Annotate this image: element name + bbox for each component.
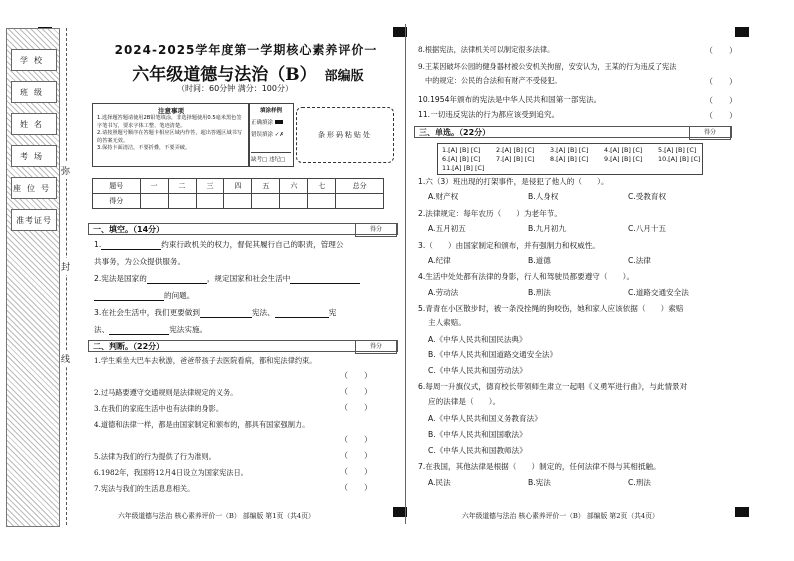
option[interactable]: C.道路交通安全法 <box>628 288 689 297</box>
option[interactable]: B.《中华人民共和国国歌法》 <box>428 430 527 439</box>
violation-label: 违纪 <box>268 157 280 163</box>
student-info-sidebar <box>6 28 60 527</box>
answer-paren[interactable]: （ ） <box>340 371 372 380</box>
table-cell: 题号 <box>93 179 141 194</box>
seal-line <box>66 28 67 525</box>
answer-paren[interactable]: （ ） <box>340 387 372 396</box>
score-cell[interactable] <box>280 194 308 209</box>
option[interactable]: B.道德 <box>528 256 551 265</box>
judgment-item-3: 3.在我们的家庭生活中也有法律的身影。 <box>94 404 224 413</box>
fill-wrong-label: 错误填涂 <box>251 132 274 138</box>
answer-paren[interactable]: （ ） <box>705 111 737 120</box>
section-score-box: 得分 <box>355 340 397 354</box>
answer-bubble-row[interactable]: 6.[A] [B] [C] <box>442 155 481 163</box>
choice-question-7: 7.在我国，其他法律是根据（ ）制定的，任何法律不得与其相抵触。 <box>418 462 661 471</box>
seal-char: 线 <box>61 350 70 367</box>
answer-blank[interactable] <box>109 334 169 335</box>
notes-line: 1.选择题答题请使用2B铅笔填涂，非选择题使用0.5毫米黑色签字笔书写，要求字体工整、笔迹清楚。 <box>97 115 242 129</box>
table-cell: 七 <box>308 179 336 194</box>
judgment-item-7: 7.宪法与我们的生活息息相关。 <box>94 484 195 493</box>
registration-mark <box>735 507 749 517</box>
exam-room-field[interactable]: 考场 <box>11 145 57 167</box>
question-text: 宪法实施。 <box>169 325 208 334</box>
judgment-item-9-cont: 中的规定：公民的合法和有财产不受侵犯。 <box>425 76 562 85</box>
answer-paren[interactable]: （ ） <box>340 435 372 444</box>
score-cell[interactable] <box>140 194 168 209</box>
question-text: 3.在社会生活中，我们更要做到 <box>94 308 200 317</box>
answer-blank[interactable] <box>94 300 164 301</box>
question-text: 宪 <box>328 308 337 317</box>
seal-char: 封 <box>61 258 70 275</box>
section-score-box: 得分 <box>355 223 397 237</box>
table-cell: 三 <box>196 179 224 194</box>
answer-blank[interactable] <box>200 317 252 318</box>
judgment-item-10: 10.1954年颁布的宪法是中华人民共和国第一部宪法。 <box>418 95 602 104</box>
option[interactable]: A.财产权 <box>428 192 459 201</box>
answer-bubble-row[interactable]: 3.[A] [B] [C] <box>550 146 589 154</box>
wrong-marks-icon: ✓✗ <box>274 132 284 138</box>
choice-question-1: 1.六（3）班出现的打架事件，是侵犯了他人的（ ）。 <box>418 177 609 186</box>
question-text: ，规定国家和社会生活中 <box>206 274 291 283</box>
notes-line: 2.请按照题号顺序在答题卡相应区域内作答，超出答题区域书写的答案无效。 <box>97 130 243 144</box>
question-text: 宪法、 <box>251 308 275 317</box>
absent-row: 缺考□ 违纪□ <box>251 152 291 163</box>
table-cell: 六 <box>280 179 308 194</box>
seat-number-field[interactable]: 座位号 <box>11 177 57 199</box>
fill-question-1-cont: 共事务，为公众提供服务。 <box>94 257 186 266</box>
answer-paren[interactable]: （ ） <box>340 467 372 476</box>
score-cell[interactable] <box>308 194 336 209</box>
fill-example-box <box>248 103 294 167</box>
fill-question-2 <box>94 274 360 284</box>
column-divider <box>405 24 406 524</box>
page-footer-right: 六年级道德与法治 核心素养评价一（B） 部编版 第2页（共4页） <box>462 512 659 520</box>
option[interactable]: C.八月十五 <box>628 224 667 233</box>
section-judgment-header <box>88 340 398 352</box>
fill-example-title: 填涂样例 <box>259 108 282 114</box>
answer-paren[interactable]: （ ） <box>705 77 737 86</box>
answer-bubble-row[interactable]: 8.[A] [B] [C] <box>550 155 589 163</box>
table-cell: 四 <box>224 179 252 194</box>
answer-bubble-row[interactable]: 7.[A] [B] [C] <box>496 155 535 163</box>
table-cell: 五 <box>252 179 280 194</box>
table-cell: 一 <box>140 179 168 194</box>
question-text: 法、 <box>94 325 110 334</box>
name-field[interactable]: 姓名 <box>11 113 57 135</box>
option[interactable]: B.九月初九 <box>528 224 566 233</box>
question-text: 约束行政机关的权力，督促其履行自己的职责，管理公 <box>161 240 344 249</box>
fill-question-3 <box>94 308 336 318</box>
question-text: 2.宪法是国家的 <box>94 274 147 283</box>
option[interactable]: B.宪法 <box>528 478 551 487</box>
choice-question-2: 2.法律规定：每年农历（ ）为老年节。 <box>418 209 562 218</box>
score-table-header <box>93 179 384 194</box>
answer-paren[interactable]: （ ） <box>340 451 372 460</box>
exam-subject: 六年级道德与法治（B） <box>132 65 317 85</box>
answer-bubble-row[interactable]: 9.[A] [B] [C] <box>604 155 643 163</box>
judgment-item-9: 9.王某因破坏公园的健身器材被公安机关拘留，安安认为，王某的行为违反了宪法 <box>418 62 677 71</box>
answer-blank[interactable] <box>290 283 360 284</box>
answer-paren[interactable]: （ ） <box>340 483 372 492</box>
option[interactable]: B.《中华人民共和国道路交通安全法》 <box>428 350 558 359</box>
question-number: 1. <box>94 240 102 249</box>
answer-paren[interactable]: （ ） <box>340 403 372 412</box>
answer-paren[interactable]: （ ） <box>705 96 737 105</box>
edition-label: 部编版 <box>324 69 364 84</box>
section-title: 二、判断。（22分） <box>93 341 165 351</box>
judgment-item-4: 4.道德和法律一样，都是由国家制定和颁布的，都具有国家强制力。 <box>94 420 310 429</box>
option[interactable]: A.《中华人民共和国义务教育法》 <box>428 414 542 423</box>
table-cell: 得分 <box>93 194 141 209</box>
section-single-choice-header <box>414 126 732 138</box>
option[interactable]: A.劳动法 <box>428 288 459 297</box>
answer-paren[interactable]: （ ） <box>705 46 737 55</box>
score-cell[interactable] <box>196 194 224 209</box>
admission-number-field[interactable]: 准考证号 <box>11 209 57 231</box>
notes-box <box>92 103 250 167</box>
fill-wrong-row <box>251 130 291 138</box>
score-cell[interactable] <box>224 194 252 209</box>
answer-bubble-row[interactable]: 5.[A] [B] [C] <box>658 146 697 154</box>
notes-line: 3.保持卡面清洁，不要折叠，不要弄破。 <box>97 145 191 151</box>
answer-blank[interactable] <box>275 317 329 318</box>
answer-bubble-row[interactable]: 4.[A] [B] [C] <box>604 146 643 154</box>
option[interactable]: B.刑法 <box>528 288 551 297</box>
score-table-row <box>93 194 384 209</box>
registration-mark <box>735 27 749 37</box>
judgment-item-8: 8.根据宪法，法律机关可以制定很多法律。 <box>418 45 555 54</box>
school-field[interactable]: 学校 <box>11 49 57 71</box>
option[interactable]: B.人身权 <box>528 192 559 201</box>
fill-question-3-cont <box>94 325 207 335</box>
score-cell[interactable] <box>252 194 280 209</box>
choice-question-6: 6.每周一升旗仪式，德育校长带领师生肃立一起唱《义勇军进行曲》，与此情景对 <box>418 382 688 391</box>
fill-correct-row <box>251 118 291 126</box>
section-title: 一、填空。（14分） <box>93 224 165 234</box>
class-field[interactable]: 班级 <box>11 81 57 103</box>
answer-bubble-row[interactable]: 2.[A] [B] [C] <box>496 146 535 154</box>
answer-grid <box>437 143 703 175</box>
time-score-info: （时间：60分钟 满分：100分） <box>177 84 293 93</box>
choice-question-3: 3.（ ）由国家制定和颁布，并有强制力和权威性。 <box>418 241 600 250</box>
page-footer-left: 六年级道德与法治 核心素养评价一（B） 部编版 第1页（共4页） <box>118 512 315 520</box>
barcode-area: 条形码粘贴处 <box>296 107 394 163</box>
seal-char: 弥 <box>61 162 70 179</box>
choice-question-6-cont: 应的法律是（ ）。 <box>428 397 501 406</box>
answer-bubble-row[interactable]: 11.[A] [B] [C] <box>442 164 485 172</box>
choice-question-5-cont: 主人索赔。 <box>428 318 466 327</box>
answer-blank[interactable] <box>147 283 207 284</box>
option[interactable]: C.刑法 <box>628 478 651 487</box>
section-title: 三、单选。（22分） <box>419 127 491 137</box>
option[interactable]: A.《中华人民共和国民法典》 <box>428 335 527 344</box>
option[interactable]: C.受教育权 <box>628 192 667 201</box>
score-table <box>92 178 384 209</box>
option[interactable]: A.五月初五 <box>428 224 466 233</box>
table-cell: 总分 <box>336 179 384 194</box>
score-cell[interactable] <box>168 194 196 209</box>
fill-correct-label: 正确填涂 <box>251 120 274 126</box>
option[interactable]: C.《中华人民共和国教师法》 <box>428 446 527 455</box>
answer-bubble-row[interactable]: 10.[A] [B] [C] <box>658 155 701 163</box>
table-cell: 二 <box>168 179 196 194</box>
filled-mark-icon <box>275 120 283 124</box>
fill-question-1 <box>94 240 344 250</box>
score-cell[interactable] <box>336 194 384 209</box>
section-fill-blank-header <box>88 223 398 235</box>
judgment-item-11: 11.一切违反宪法的行为都应该受到追究。 <box>418 110 560 119</box>
notes-title: 注意事项 <box>158 107 184 115</box>
exam-title <box>108 60 388 85</box>
judgment-item-5: 5.法律为我们的行为提供了行为准则。 <box>94 452 216 461</box>
option[interactable]: C.法律 <box>628 256 651 265</box>
absent-label: 缺考 <box>251 157 263 163</box>
fill-question-2-cont <box>94 291 194 301</box>
section-score-box: 得分 <box>689 126 731 140</box>
answer-blank[interactable] <box>101 249 161 250</box>
option[interactable]: C.《中华人民共和国劳动法》 <box>428 366 527 375</box>
question-text: 的问题。 <box>164 291 195 300</box>
judgment-item-6: 6.1982年，我国将12月4日设立为国家宪法日。 <box>94 468 248 477</box>
exam-series-title: 2024-2025学年度第一学期核心素养评价一 <box>114 43 378 57</box>
judgment-item-2: 2.过马路要遵守交通规则是法律规定的义务。 <box>94 388 238 397</box>
judgment-item-1: 1.学生乘坐大巴车去秋游，爸爸带孩子去医院看病，都和宪法律约束。 <box>94 356 317 365</box>
option[interactable]: A.纪律 <box>428 256 451 265</box>
choice-question-5: 5.青青在小区散步时，被一条没拴绳的狗咬伤，她和家人应该依据（ ）索赔 <box>418 304 684 313</box>
answer-bubble-row[interactable]: 1.[A] [B] [C] <box>442 146 481 154</box>
option[interactable]: A.民法 <box>428 478 451 487</box>
choice-question-4: 4.生活中处处都有法律的身影，行人和驾驶员都要遵守（ ）。 <box>418 272 635 281</box>
